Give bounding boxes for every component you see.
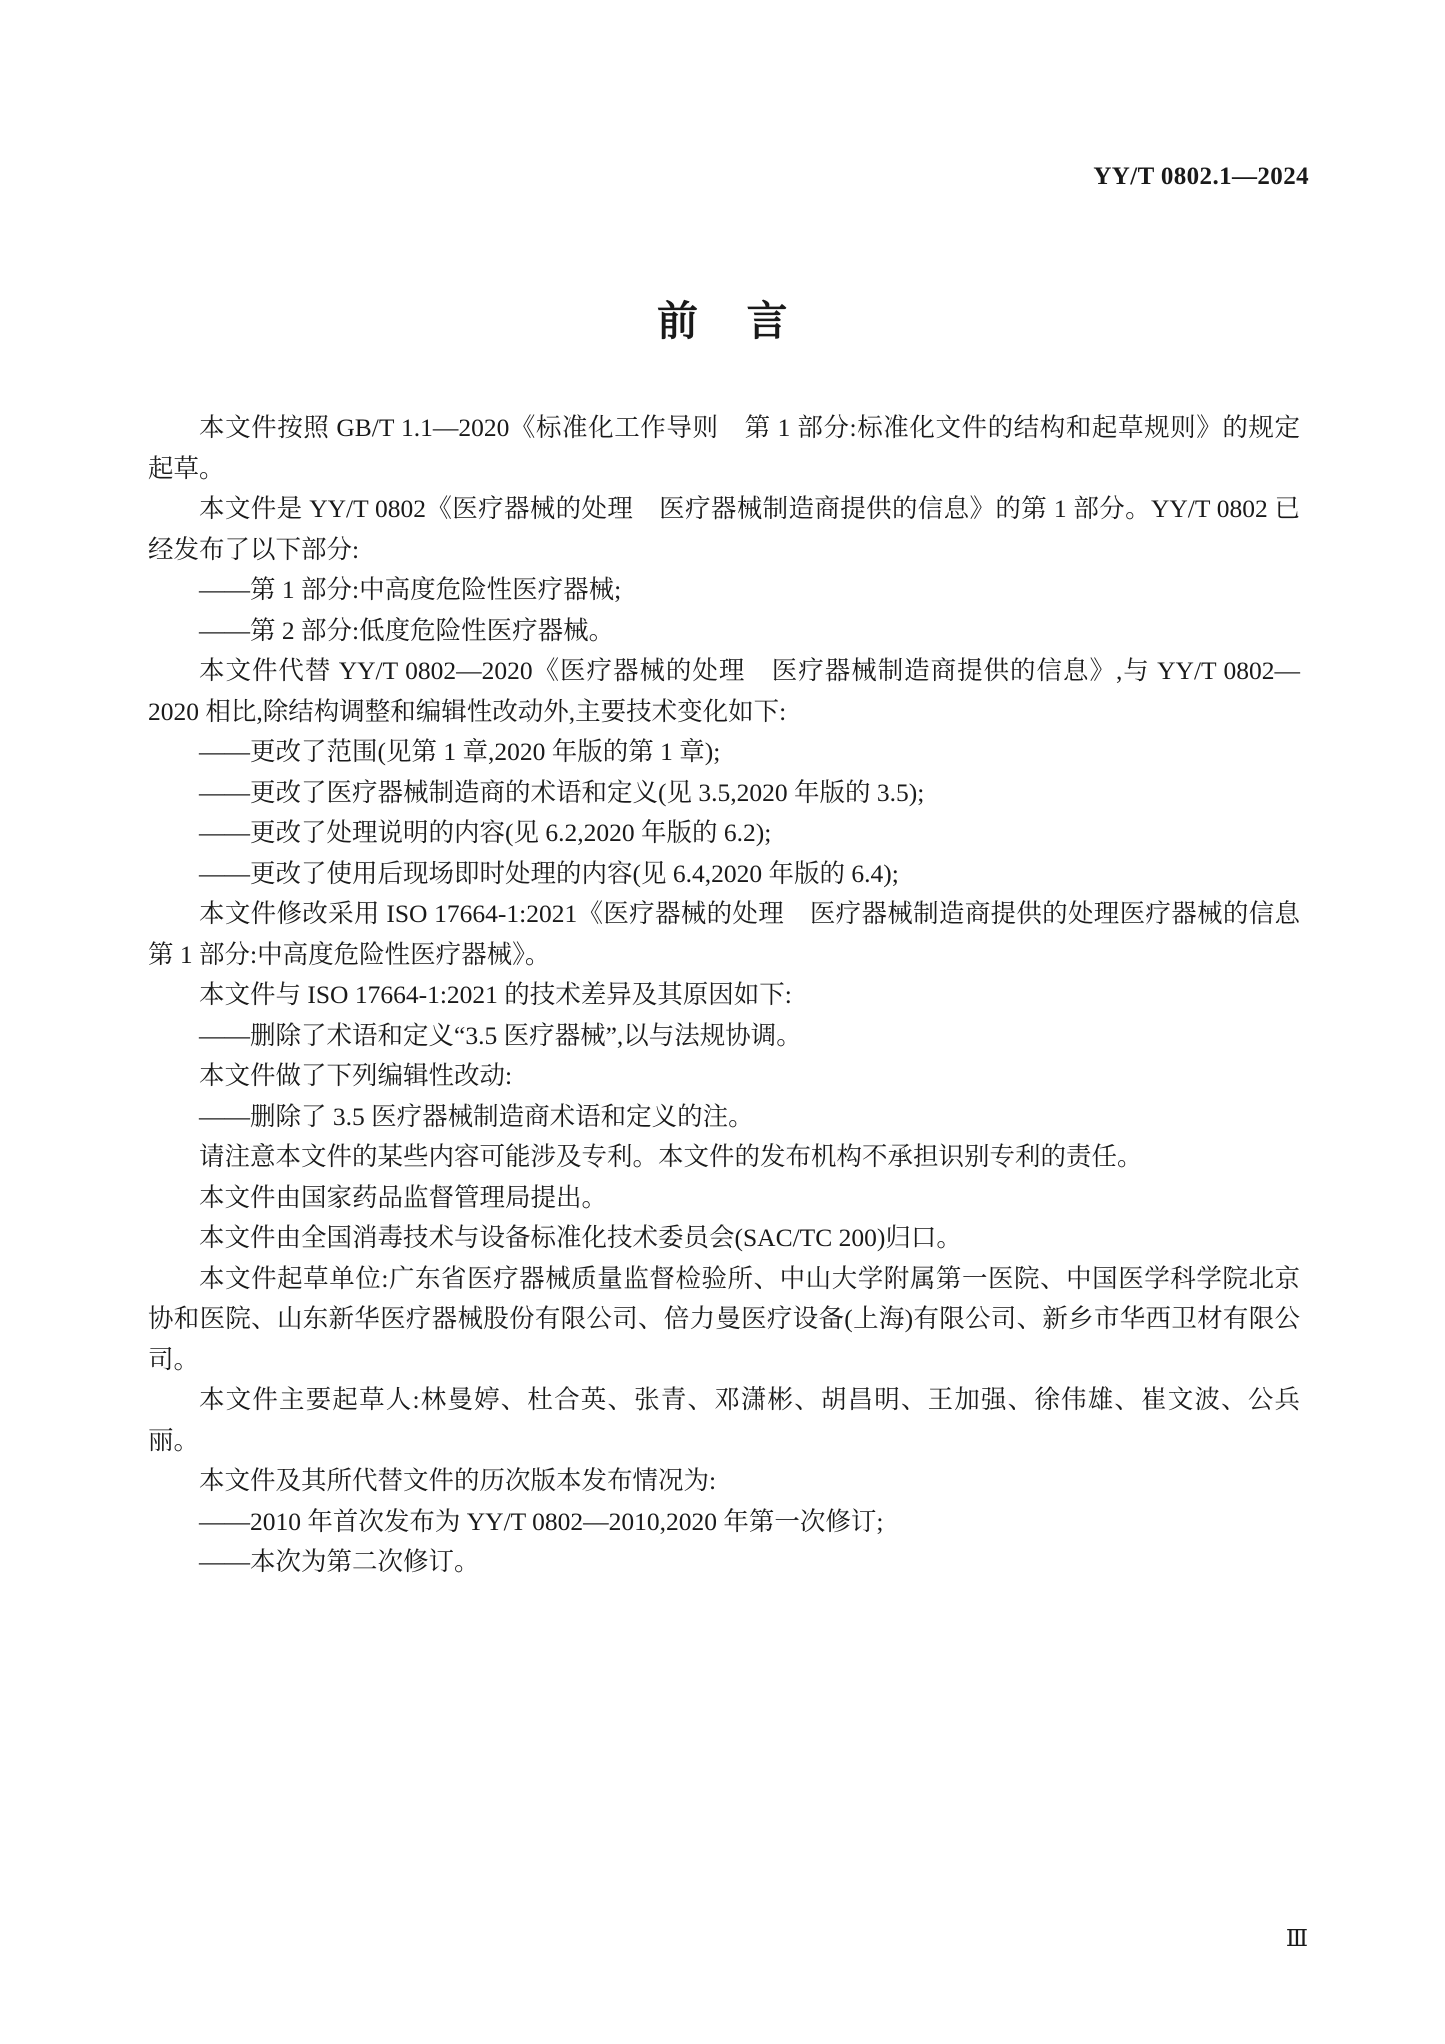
list-item-history-1: ——2010 年首次发布为 YY/T 0802—2010,2020 年第一次修订; [199, 1506, 884, 1536]
paragraph-editorial-changes-intro: 本文件做了下列编辑性改动: [199, 1061, 513, 1090]
list-item-difference-1: ——删除了术语和定义“3.5 医疗器械”,以与法规协调。 [199, 1020, 802, 1050]
paragraph-revision-history-intro: 本文件及其所代替文件的历次版本发布情况为: [199, 1466, 717, 1495]
page-title-char-2: 言 [746, 297, 788, 345]
running-header-text: YY/T 0802.1—2024 [1093, 163, 1309, 190]
list-item-change-4: ——更改了使用后现场即时处理的内容(见 6.4,2020 年版的 6.4); [199, 858, 899, 888]
list-item-change-1: ——更改了范围(见第 1 章,2020 年版的第 1 章); [199, 737, 721, 766]
list-item-part-1: ——第 1 部分:中高度危险性医疗器械; [199, 575, 622, 604]
paragraph-iso-adoption: 本文件修改采用 ISO 17664-1:2021《医疗器械的处理 医疗器械制造商提供的处理医疗器械的信息 第 1 部分:中高度危险性医疗器械》。 [148, 899, 1326, 969]
list-item-editorial-1: ——删除了 3.5 医疗器械制造商术语和定义的注。 [199, 1101, 754, 1131]
paragraph-proposed-by: 本文件由国家药品监督管理局提出。 [199, 1182, 608, 1212]
paragraph-technical-differences-intro: 本文件与 ISO 17664-1:2021 的技术差异及其原因如下: [199, 980, 792, 1009]
paragraph-patent-notice: 请注意本文件的某些内容可能涉及专利。本文件的发布机构不承担识别专利的责任。 [199, 1142, 1143, 1171]
page-number: Ⅲ [1285, 1926, 1309, 1951]
paragraph-administered-by: 本文件由全国消毒技术与设备标准化技术委员会(SAC/TC 200)归口。 [199, 1223, 962, 1252]
list-item-change-2: ——更改了医疗器械制造商的术语和定义(见 3.5,2020 年版的 3.5); [199, 777, 925, 807]
running-header [1093, 163, 1309, 191]
paragraph-principal-drafters: 本文件主要起草人:林曼婷、杜合英、张青、邓潇彬、胡昌明、王加强、徐伟雄、崔文波、公兵丽。 [148, 1385, 1300, 1455]
page-title [0, 288, 1445, 347]
list-item-change-3: ——更改了处理说明的内容(见 6.2,2020 年版的 6.2); [199, 818, 772, 847]
list-item-history-2: ——本次为第二次修订。 [199, 1547, 480, 1576]
paragraph-series-intro: 本文件是 YY/T 0802《医疗器械的处理 医疗器械制造商提供的信息》的第 1 部分。YY/T 0802 已经发布了以下部分: [148, 494, 1300, 564]
paragraph-drafting-organizations: 本文件起草单位:广东省医疗器械质量监督检验所、中山大学附属第一医院、中国医学科学院北京协和医院、山东新华医疗器械股份有限公司、倍力曼医疗设备(上海)有限公司、新乡市华西卫材有限公司。 [148, 1263, 1300, 1374]
paragraph-drafting-rules: 本文件按照 GB/T 1.1—2020《标准化工作导则 第 1 部分:标准化文件的结构和起草规则》的规定起草。 [148, 413, 1300, 483]
foreword-body [148, 408, 1326, 1583]
page-title-char-1: 前 [657, 297, 699, 345]
list-item-part-2: ——第 2 部分:低度危险性医疗器械。 [199, 615, 615, 645]
paragraph-supersedes: 本文件代替 YY/T 0802—2020《医疗器械的处理 医疗器械制造商提供的信息》,与 YY/T 0802—2020 相比,除结构调整和编辑性改动外,主要技术变化如下: [148, 656, 1300, 726]
